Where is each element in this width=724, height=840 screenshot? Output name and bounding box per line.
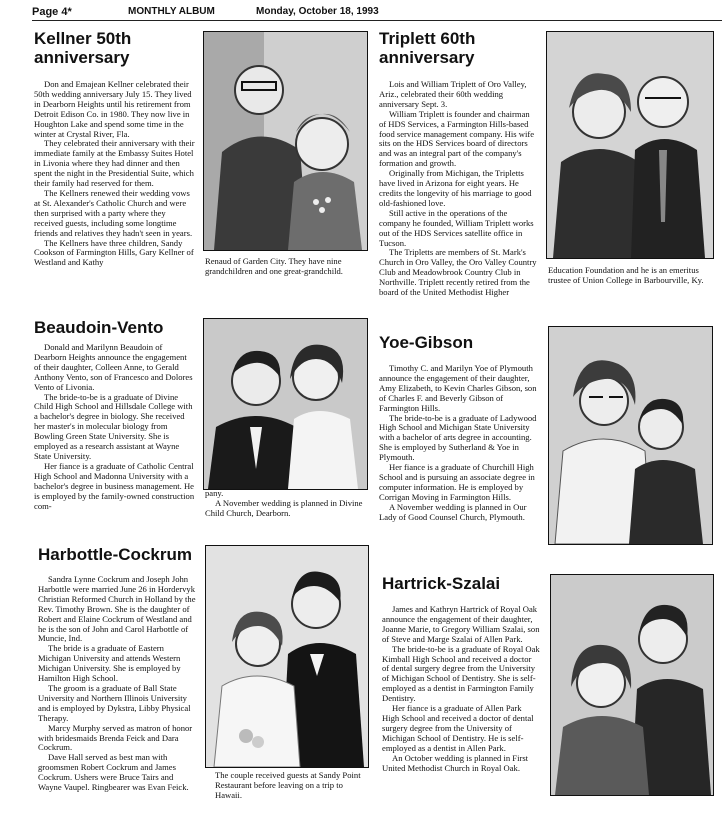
paragraph: Originally from Michigan, the Tripletts have lived in Arizona for eight years. He credits the longevity of his marriage to good old-fashioned love. xyxy=(379,168,532,208)
photo-beaudoin-vento xyxy=(203,318,368,490)
body-beaudoin-vento xyxy=(34,343,196,511)
paragraph: An October wedding is planned in First United Methodist Church in Royal Oak. xyxy=(382,752,529,773)
headline-yoe-gibson: Yoe-Gibson xyxy=(379,333,474,352)
paragraph: A November wedding is planned in Divine Child Church, Dearborn. xyxy=(205,497,363,518)
headline-triplett: Triplett 60th anniversary xyxy=(379,29,476,67)
photo-triplett xyxy=(546,31,714,259)
paragraph: Sandra Lynne Cockrum and Joseph John Harbottle were married June 26 in Hordervyk Christian Reformed Church in Holland by the Rev. Timothy Brown. She is the daughter of Robert and Elaine Cockrum of Westland and he is the son of John and Carol Harbottle of Muncie, Ind. xyxy=(38,574,196,644)
body-kellner xyxy=(34,80,196,268)
couple-photo-icon xyxy=(547,32,713,258)
couple-photo-icon xyxy=(204,319,367,489)
section-name: MONTHLY ALBUM xyxy=(128,6,215,17)
continuation-triplett: Education Foundation and he is an emeritus trustee of Union College in Barbourville, Ky. xyxy=(548,265,704,285)
paragraph: The Kellners renewed their wedding vows at St. Alexander's Catholic Church and were then surprised with a party where they received guests, including some longtime friends and relatives they hadn't seen in years. xyxy=(34,187,193,238)
paragraph: Don and Emajean Kellner celebrated their 50th wedding anniversary July 15. They lived in Dearborn Heights until his retirement from Detroit Edison Co. in 1980. They now live in Houghton Lake and spend some time in the winter at Crystal River, Fla. xyxy=(34,79,192,139)
paragraph: Lois and William Triplett of Oro Valley, Ariz., celebrated their 60th wedding anniversary Sept. 3. xyxy=(379,79,527,109)
page-number: Page 4* xyxy=(32,6,72,18)
photo-harbottle-cockrum xyxy=(205,545,369,768)
paragraph: The Kellners have three children, Sandy Cookson of Farmington Hills, Gary Kellner of Westland and Kathy xyxy=(34,237,194,268)
headline-hartrick-szalai: Hartrick-Szalai xyxy=(382,574,501,593)
continuation-kellner: Renaud of Garden City. They have nine grandchildren and one great-grandchild. xyxy=(205,256,343,276)
paragraph: Timothy C. and Marilyn Yoe of Plymouth announce the engagement of their daughter, Amy Elizabeth, to Kevin Charles Gibson, son of Charles F. and Beverly Gibson of Farmington Hills. xyxy=(379,363,537,413)
body-triplett xyxy=(379,80,539,298)
paragraph: The groom is a graduate of Ball State University and Northern Illinois University and is employed by Dykstra, Libby Physical Therapy. xyxy=(38,682,191,723)
headline-kellner: Kellner 50th anniversary xyxy=(34,29,132,67)
paragraph: Dave Hall served as best man with groomsmen Robert Cockrum and James Cockrum. Ushers were Bruce Tairs and Wayne Vaupel. Ringbearer was Evan Feick. xyxy=(38,752,189,793)
paragraph: Her fiance is a graduate of Allen Park High School and received a doctor of dental surgery degree from the University of Michigan School of Dentistry. He is self-employed as a dentist in Allen Park. xyxy=(382,703,534,753)
headline-beaudoin-vento: Beaudoin-Vento xyxy=(34,318,164,337)
paragraph: The bride-to-be is a graduate of Royal Oak Kimball High School and received a doctor of dental surgery degree from the University of Michigan School of Dentistry. She is self-employed as a dentist in Farmington Family Dentistry. xyxy=(382,643,540,704)
page-header xyxy=(32,6,722,21)
body-yoe-gibson xyxy=(379,364,539,523)
photo-hartrick-szalai xyxy=(550,574,714,796)
paragraph: Still active in the operations of the company he founded, William Triplett works out of the HDS Services satellite office in Tucson. xyxy=(379,207,534,248)
paragraph: pany. xyxy=(205,488,224,498)
couple-photo-icon xyxy=(206,546,368,767)
couple-photo-icon xyxy=(549,327,712,544)
paragraph: A November wedding is planned in Our Lady of Good Counsel Church, Plymouth. xyxy=(379,501,527,522)
photo-yoe-gibson xyxy=(548,326,713,545)
body-harbottle-cockrum xyxy=(38,575,198,793)
photo-kellner xyxy=(203,31,368,251)
couple-photo-icon xyxy=(204,32,367,250)
paragraph: The bride-to-be is a graduate of Ladywood High School and Michigan State University with a bachelor of arts degree in accounting. She is employed by Sutherland & Yoe in Plymouth. xyxy=(379,412,537,463)
paragraph: James and Kathryn Hartrick of Royal Oak announce the engagement of their daughter, Joanne Marie, to Gregory William Szalai, son of Steve and Marge Szalai of Allen Park. xyxy=(382,604,540,644)
paragraph: Donald and Marilynn Beaudoin of Dearborn Heights announce the engagement of their daughter, Colleen Anne, to Gerald Anthony Vento, son of Francesco and Dolores Vento of Livonia. xyxy=(34,342,193,392)
body-hartrick-szalai xyxy=(382,605,540,773)
paragraph: They celebrated their anniversary with their immediate family at the Embassy Suites Hotel in Livonia where they had dinner and then spent the night in the Presidential Suite, which their family had reserved for them. xyxy=(34,138,195,189)
paragraph: Her fiance is a graduate of Catholic Central High School and Madonna University with a bachelor's degree in business management. He is employed by the family-owned construction com- xyxy=(34,460,195,511)
issue-date: Monday, October 18, 1993 xyxy=(256,6,379,17)
paragraph: Marcy Murphy served as matron of honor with bridesmaids Brenda Feick and Dara Cockrum. xyxy=(38,722,193,753)
headline-harbottle-cockrum: Harbottle-Cockrum xyxy=(38,545,192,564)
continuation-beaudoin-vento xyxy=(205,489,367,519)
couple-photo-icon xyxy=(551,575,713,795)
paragraph: William Triplett is founder and chairman of HDS Services, a Farmington Hills-based food service management company. His wife sits on the HDS Services board of directors and was an integral part of the company's formation and growth. xyxy=(379,108,535,169)
paragraph: The bride-to-be is a graduate of Divine Child High School and Hillsdale College with a bachelor's degree in biology. She received her master's in molecular biology from Bowling Green State University. She is employed as a research assistant at Wayne State University. xyxy=(34,391,193,461)
paragraph: The Tripletts are members of St. Mark's Church in Oro Valley, the Oro Valley Country Club and Meadowbrook Country Club in Northville. Triplett recently retired from the board of the United Methodist Higher xyxy=(379,247,537,298)
paragraph: The bride is a graduate of Eastern Michigan University and attends Western Michigan University. She is employed by Hamilton High School. xyxy=(38,643,181,684)
continuation-harbottle-cockrum: The couple received guests at Sandy Point Restaurant before leaving on a trip to Hawaii. xyxy=(215,770,361,800)
paragraph: Her fiance is a graduate of Churchill High School and is pursuing an associate degree in computer information. He is employed by Corrigan Moving in Farmington Hills. xyxy=(379,462,535,502)
